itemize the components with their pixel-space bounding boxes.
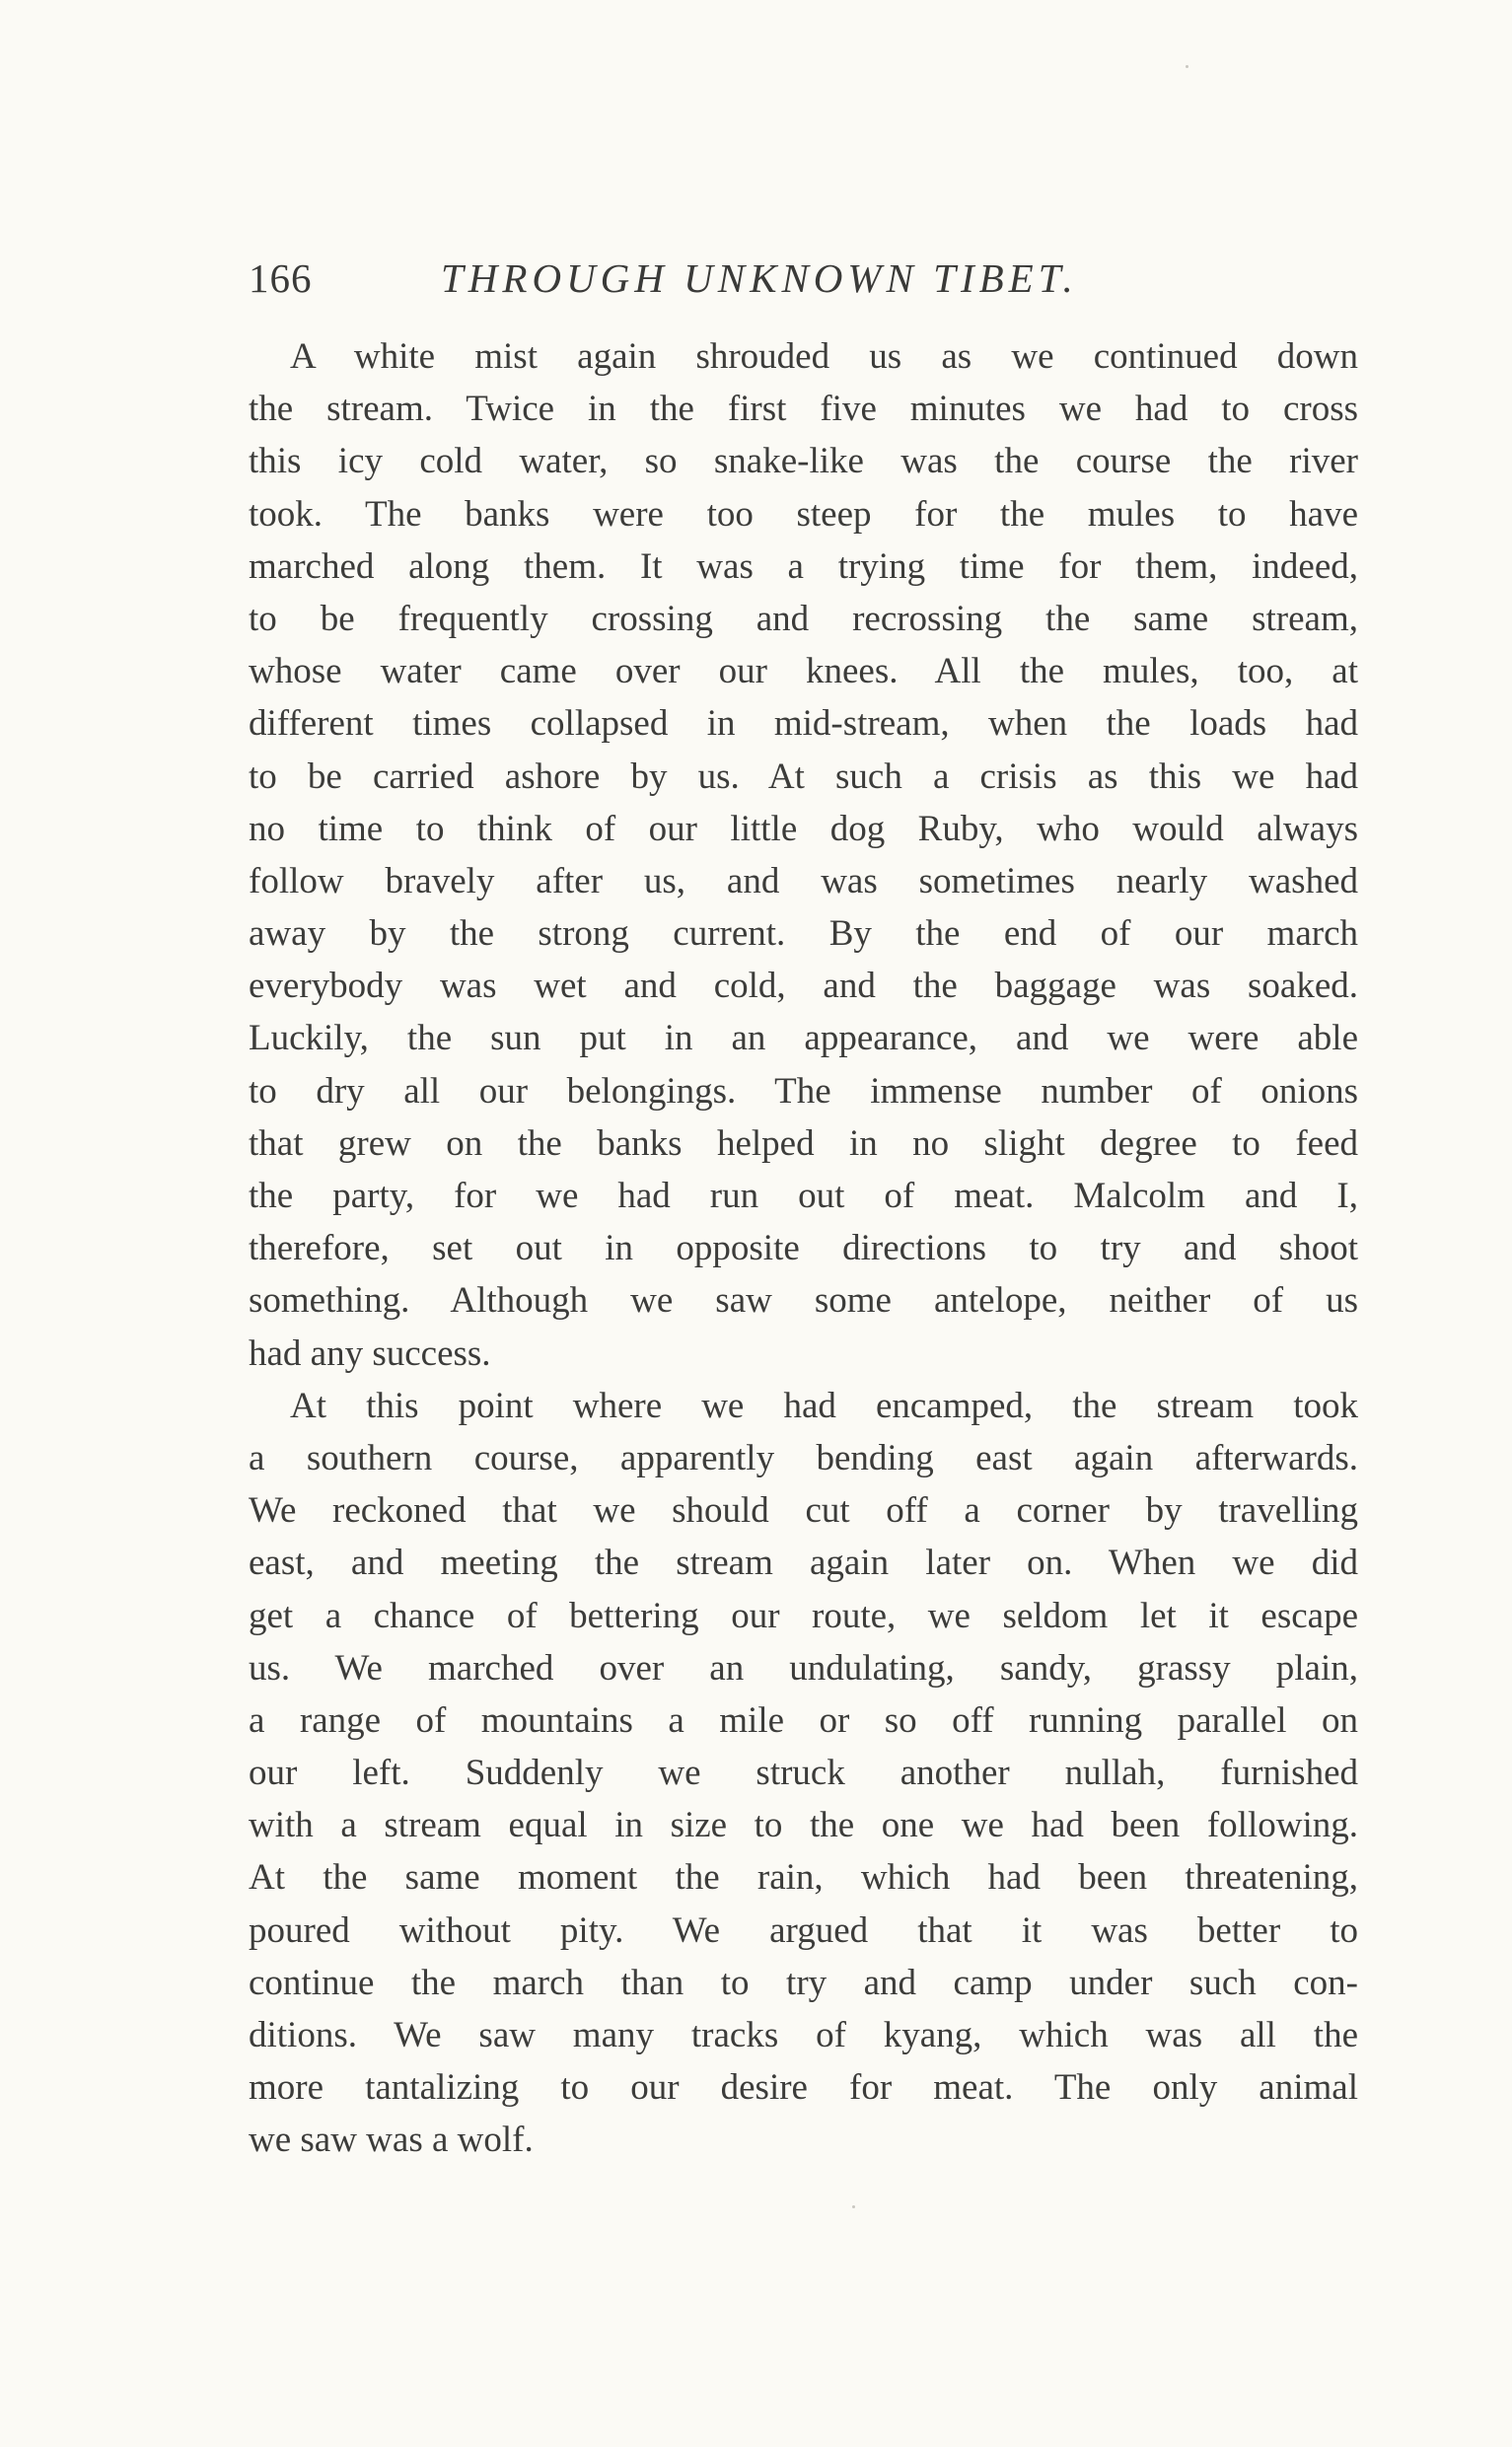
book-title: THROUGH UNKNOWN TIBET. <box>441 255 1078 301</box>
text-line: more tantalizing to our desire for meat. The only animal <box>249 2067 1358 2109</box>
text-line: different times collapsed in mid-stream, when the loads had <box>249 703 1358 745</box>
text-line: that grew on the banks helped in no slight degree to feed <box>249 1122 1358 1164</box>
text-line: had any success. <box>249 1332 491 1374</box>
running-head <box>249 249 1235 308</box>
text-line: east, and meeting the stream again later on. When we did <box>249 1543 1358 1584</box>
text-line: marched along them. It was a trying time for them, indeed, <box>249 545 1358 587</box>
text-line: with a stream equal in size to the one we had been following. <box>249 1805 1358 1846</box>
text-line: no time to think of our little dog Ruby, who would always <box>249 808 1358 849</box>
text-line: continue the march than to try and camp under such con- <box>249 1962 1358 2003</box>
text-line: took. The banks were too steep for the mules to have <box>249 493 1358 535</box>
text-line: At the same moment the rain, which had been threatening, <box>249 1857 1358 1899</box>
text-line: to be carried ashore by us. At such a crisis as this we had <box>249 756 1358 797</box>
text-line: this icy cold water, so snake-like was the course the river <box>249 441 1358 482</box>
text-line: At this point where we had encamped, the stream took <box>290 1385 1358 1426</box>
text-line: a southern course, apparently bending east again afterwards. <box>249 1437 1358 1478</box>
text-line: to be frequently crossing and recrossing the same stream, <box>249 598 1358 639</box>
text-line: ditions. We saw many tracks of kyang, which was all the <box>249 2015 1358 2055</box>
text-line: A white mist again shrouded us as we continued down <box>290 336 1358 377</box>
text-line: Luckily, the sun put in an appearance, and we were able <box>249 1018 1358 1059</box>
text-line: a range of mountains a mile or so off running parallel on <box>249 1699 1358 1741</box>
text-line: the stream. Twice in the first five minutes we had to cross <box>249 389 1358 430</box>
text-line: us. We marched over an undulating, sandy, grassy plain, <box>249 1647 1358 1689</box>
paper-speck <box>1186 65 1188 68</box>
text-line: whose water came over our knees. All the mules, too, at <box>249 651 1358 692</box>
text-line: everybody was wet and cold, and the baggage was soaked. <box>249 966 1358 1007</box>
text-line: We reckoned that we should cut off a corner by travelling <box>249 1490 1358 1532</box>
text-line: follow bravely after us, and was sometimes nearly washed <box>249 860 1358 901</box>
page-number: 166 <box>249 255 313 301</box>
text-line: our left. Suddenly we struck another nullah, furnished <box>249 1753 1358 1794</box>
text-line: to dry all our belongings. The immense number of onions <box>249 1070 1358 1112</box>
text-line: therefore, set out in opposite directions to try and shoot <box>249 1228 1358 1269</box>
body-text <box>249 330 1358 2167</box>
text-line: get a chance of bettering our route, we seldom let it escape <box>249 1595 1358 1636</box>
text-line: away by the strong current. By the end of our march <box>249 913 1358 955</box>
text-line: something. Although we saw some antelope, neither of us <box>249 1280 1358 1322</box>
text-line: we saw was a wolf. <box>249 2120 534 2161</box>
text-line: poured without pity. We argued that it was better to <box>249 1909 1358 1951</box>
text-line: the party, for we had run out of meat. Malcolm and I, <box>249 1176 1358 1216</box>
paper-speck <box>852 2205 855 2208</box>
